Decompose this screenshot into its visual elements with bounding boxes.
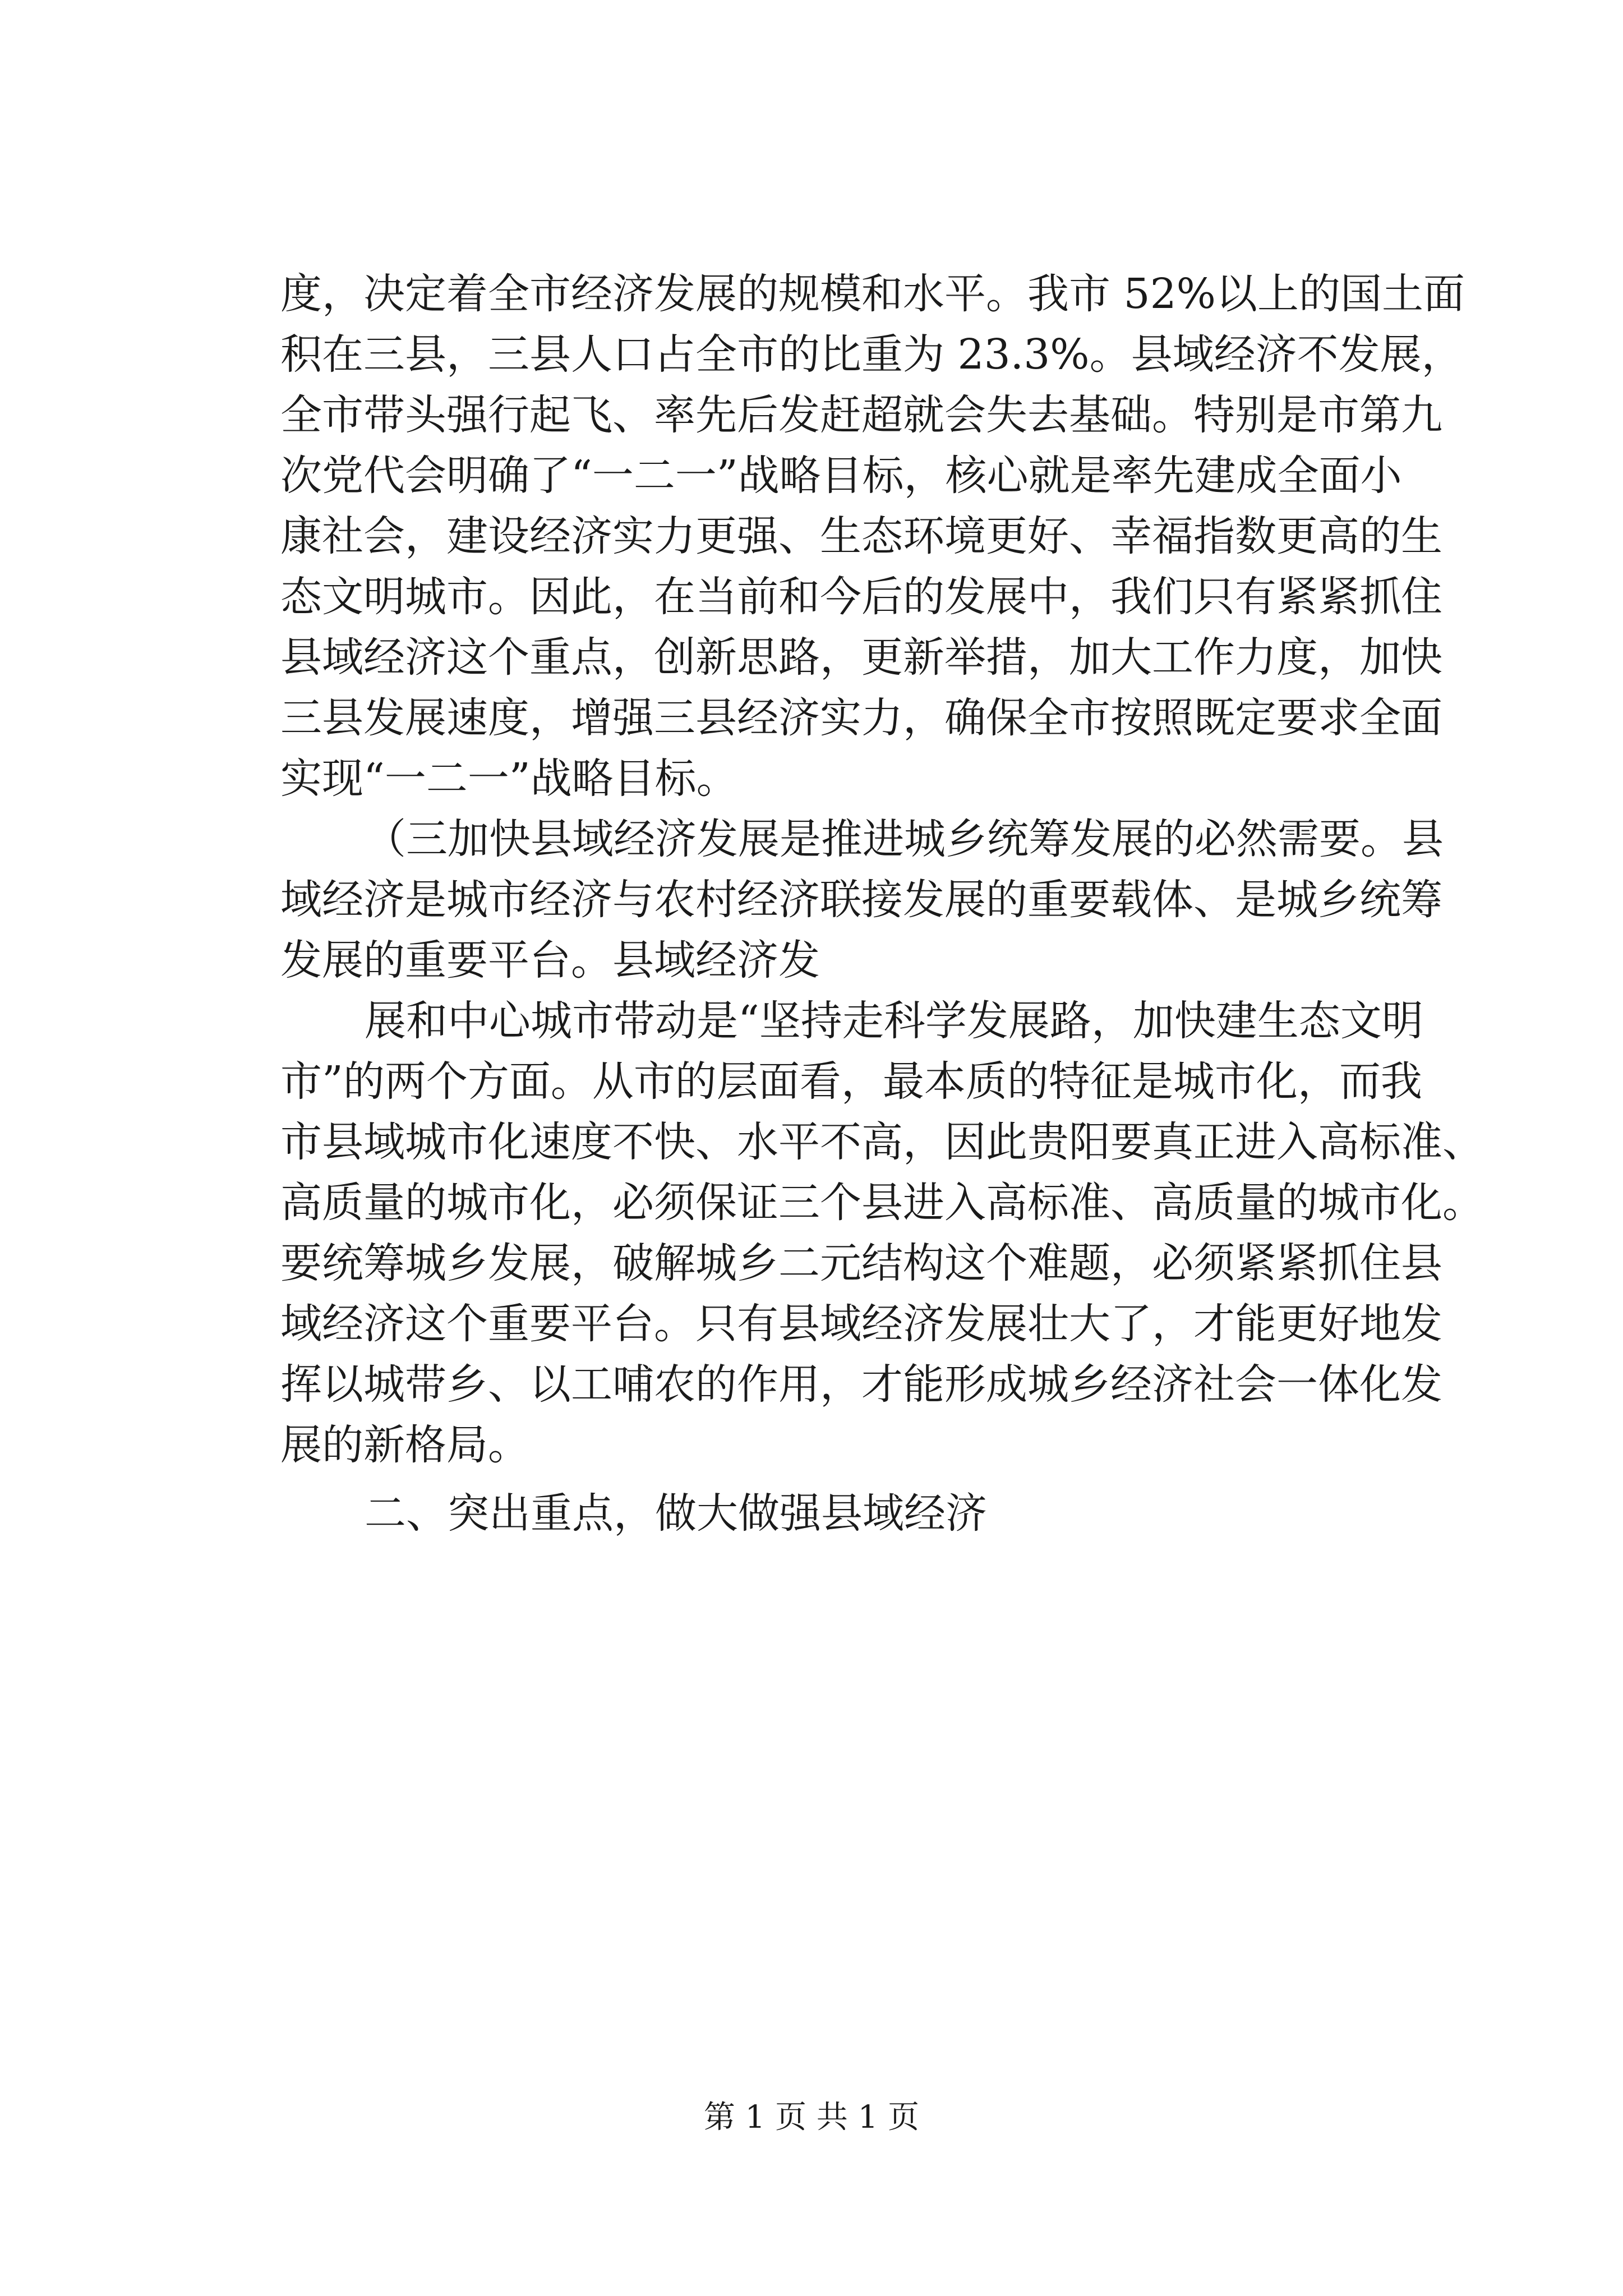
text-line: （三加快县域经济发展是推进城乡统筹发展的必然需要。县 (365, 815, 1444, 863)
text-line: 高质量的城市化，必须保证三个县进入高标准、高质量的城市化。 (280, 1179, 1484, 1227)
text-line: 积在三县，三县人口占全市的比重为 23.3%。县域经济不发展， (280, 330, 1463, 379)
text-line: 市”的两个方面。从市的层面看，最本质的特征是城市化，而我 (280, 1057, 1422, 1106)
text-line: 次党代会明确了“一二一”战略目标，核心就是率先建成全面小 (280, 452, 1402, 500)
text-line: 域经济是城市经济与农村经济联接发展的重要载体、是城乡统筹 (280, 876, 1442, 924)
text-line: 三县发展速度，增强三县经济实力，确保全市按照既定要求全面 (280, 694, 1442, 742)
paragraph-1 (280, 264, 1465, 809)
text-line: 展和中心城市带动是“坚持走科学发展路，加快建生态文明 (365, 997, 1423, 1045)
text-line: 市县域城市化速度不快、水平不高，因此贵阳要真正进入高标准、 (280, 1118, 1484, 1166)
page-number-label: 第 1 页 共 1 页 (703, 2099, 920, 2136)
text-line: 实现“一二一”战略目标。 (280, 754, 738, 803)
paragraph-2 (280, 809, 1444, 991)
text-line: 全市带头强行起飞、率先后发赶超就会失去基础。特别是市第九 (280, 391, 1442, 439)
section-heading-text: 二、突出重点，做大做强县域经济 (365, 1489, 987, 1538)
text-line: 挥以城带乡、以工哺农的作用，才能形成城乡经济社会一体化发 (280, 1360, 1442, 1409)
section-heading (280, 1483, 1307, 1544)
document-body (280, 264, 1484, 1544)
text-line: 发展的重要平台。县域经济发 (280, 936, 820, 984)
text-line: 域经济这个重要平台。只有县域经济发展壮大了，才能更好地发 (280, 1300, 1442, 1348)
text-line: 展的新格局。 (280, 1421, 529, 1469)
text-line: 要统筹城乡发展，破解城乡二元结构这个难题，必须紧紧抓住县 (280, 1239, 1442, 1287)
paragraph-3 (280, 991, 1484, 1475)
text-line: 度，决定着全市经济发展的规模和水平。我市 52%以上的国土面 (280, 270, 1465, 318)
page-footer (0, 2098, 1623, 2137)
text-line: 态文明城市。因此，在当前和今后的发展中，我们只有紧紧抓住 (280, 573, 1442, 621)
text-line: 康社会，建设经济实力更强、生态环境更好、幸福指数更高的生 (280, 512, 1442, 560)
text-line: 县域经济这个重点，创新思路，更新举措，加大工作力度，加快 (280, 633, 1442, 682)
